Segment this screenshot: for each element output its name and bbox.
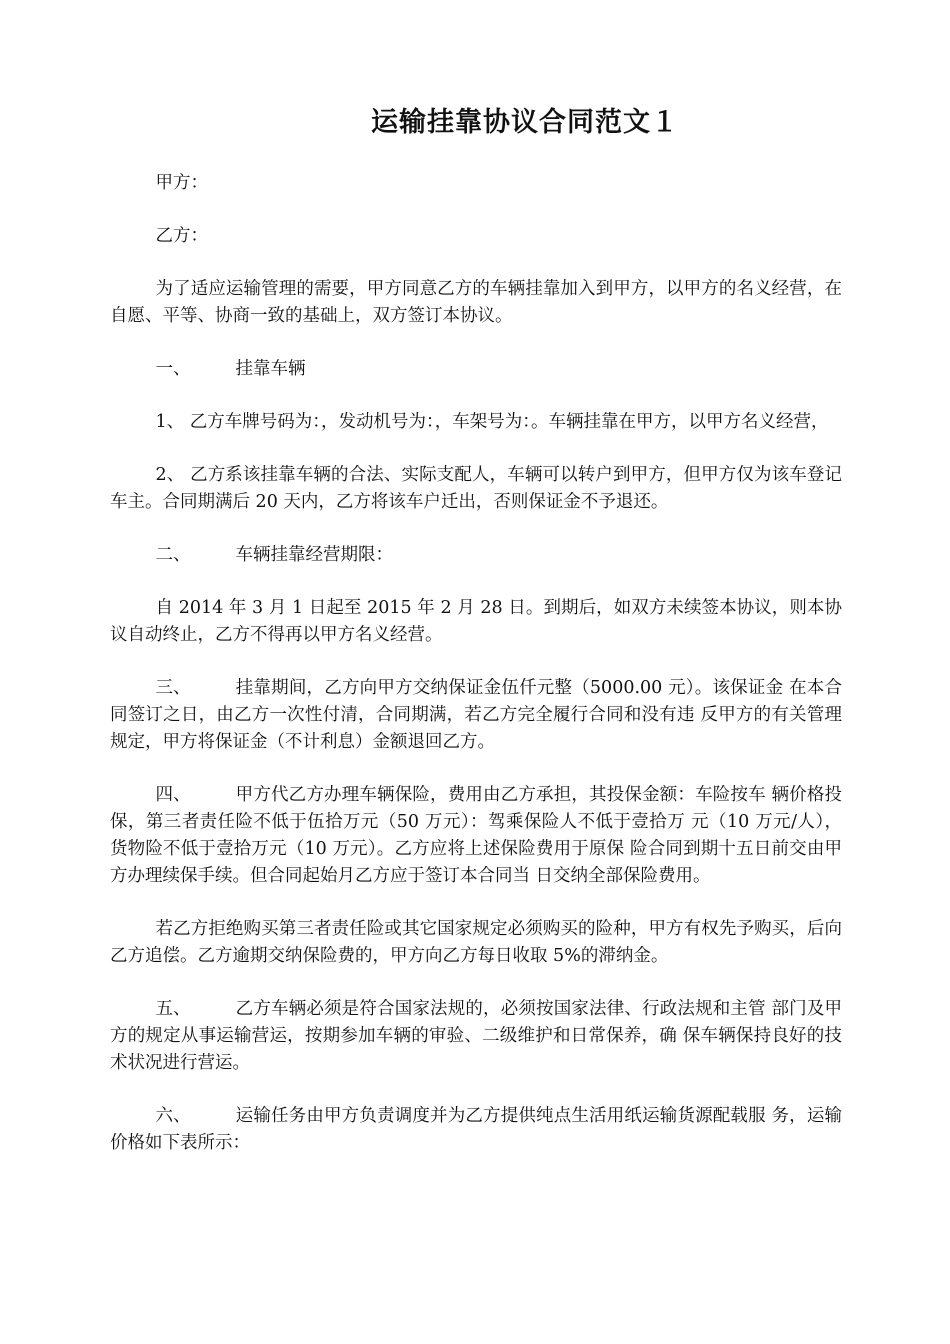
document-body	[110, 170, 842, 1183]
section-5-number: 五、	[155, 999, 191, 1019]
section-2-number: 二、	[155, 545, 191, 565]
section-2-heading	[110, 542, 842, 569]
section-1-heading	[110, 356, 842, 383]
document-title: 运输挂靠协议合同范文１	[371, 107, 679, 138]
intro-paragraph: 为了适应运输管理的需要，甲方同意乙方的车辆挂靠加入到甲方，以甲方的名义经营，在自愿、平等、协商一致的基础上，双方签订本协议。	[110, 279, 842, 326]
section-1-title: 挂靠车辆	[235, 359, 306, 379]
section-3-paragraph	[110, 675, 842, 756]
section-5-paragraph	[110, 996, 842, 1077]
section-4-text: 甲方代乙方办理车辆保险，费用由乙方承担，其投保金额：车险按车 辆价格投保，第三者责任险不低于伍拾万元（50 万元）：驾乘保险人不低于壹拾万 元（10 万元/人），货物险不低于壹拾万元（10 万元）。乙方应将上述保险费用于原保 险合同到期十五日前交由甲方办理续保手续。但合同起始月乙方应于签订本合同当 日交纳全部保险费用。	[110, 785, 842, 886]
party-b-line: 乙方：	[155, 226, 208, 246]
party-a-line: 甲方：	[155, 173, 208, 193]
section-1-item-1: 1、 乙方车牌号码为：，发动机号为：，车架号为：。车辆挂靠在甲方，以甲方名义经营，	[155, 412, 829, 432]
section-5-text: 乙方车辆必须是符合国家法规的，必须按国家法律、行政法规和主管 部门及甲方的规定从事运输营运，按期参加车辆的审验、二级维护和日常保养，确 保车辆保持良好的技术状况进行营运。	[110, 999, 842, 1073]
section-4-paragraph	[110, 782, 842, 890]
section-6-paragraph	[110, 1103, 842, 1157]
section-6-text: 运输任务由甲方负责调度并为乙方提供纯点生活用纸运输货源配载服 务，运输价格如下表所示：	[110, 1106, 842, 1153]
section-1-number: 一、	[155, 359, 191, 379]
section-1-item-2: 2、 乙方系该挂靠车辆的合法、实际支配人，车辆可以转户到甲方，但甲方仅为该车登记车主。合同期满后 20 天内，乙方将该车户迁出，否则保证金不予退还。	[110, 465, 842, 512]
section-2-text: 自 2014 年 3 月 1 日起至 2015 年 2 月 28 日。到期后，如双方未续签本协议，则本协议自动终止，乙方不得再以甲方名义经营。	[110, 598, 842, 645]
section-4-extra: 若乙方拒绝购买第三者责任险或其它国家规定必须购买的险种，甲方有权先予购买，后向乙方追偿。乙方逾期交纳保险费的，甲方向乙方每日收取 5%的滞纳金。	[110, 919, 842, 966]
section-3-text: 挂靠期间，乙方向甲方交纳保证金伍仟元整（5000.00 元）。该保证金 在本合同签订之日，由乙方一次性付清，合同期满，若乙方完全履行合同和没有违 反甲方的有关管理规定，甲方将保证金（不计利息）金额退回乙方。	[110, 678, 842, 752]
section-2-title: 车辆挂靠经营期限：	[235, 545, 393, 565]
section-3-number: 三、	[155, 678, 191, 698]
section-6-number: 六、	[155, 1106, 191, 1126]
section-4-number: 四、	[155, 785, 191, 805]
